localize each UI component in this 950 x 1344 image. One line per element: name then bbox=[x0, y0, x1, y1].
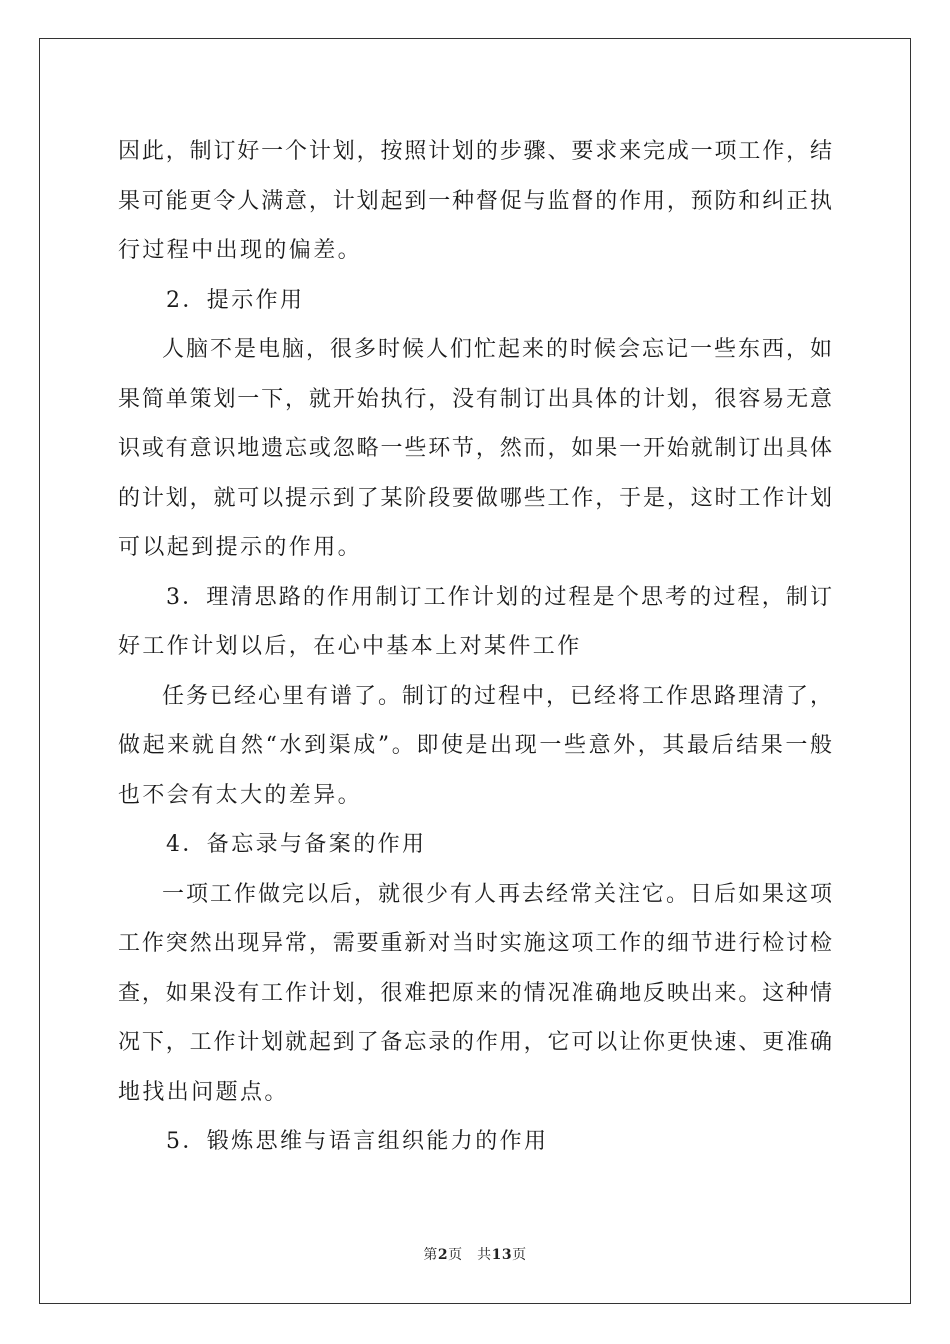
section-heading: 3．理清思路的作用制订工作计划的过程是个思考的过程，制订 bbox=[166, 584, 832, 610]
text-line: 地找出问题点。 bbox=[118, 1079, 289, 1105]
section-heading: 2．提示作用 bbox=[166, 287, 305, 313]
page-suffix: 页 bbox=[512, 1247, 527, 1263]
text-line: 也不会有太大的差异。 bbox=[118, 782, 363, 808]
text-line: 查，如果没有工作计划，很难把原来的情况准确地反映出来。这种情 bbox=[118, 980, 832, 1006]
current-page-number: 2 bbox=[437, 1247, 449, 1263]
text-line: 果可能更令人满意，计划起到一种督促与监督的作用，预防和纠正执 bbox=[118, 188, 832, 214]
section-heading: 4．备忘录与备案的作用 bbox=[166, 832, 427, 857]
section-heading: 5．锻炼思维与语言组织能力的作用 bbox=[166, 1129, 549, 1154]
text-line: 一项工作做完以后，就很少有人再去经常关注它。日后如果这项 bbox=[162, 881, 832, 907]
page-middle-text: 页 共 bbox=[448, 1247, 492, 1263]
document-body bbox=[118, 127, 832, 1167]
text-line: 人脑不是电脑，很多时候人们忙起来的时候会忘记一些东西，如 bbox=[162, 337, 832, 362]
text-line: 识或有意识地遗忘或忽略一些环节，然而，如果一开始就制订出具体 bbox=[118, 436, 832, 461]
page-prefix: 第 bbox=[423, 1247, 438, 1263]
text-line: 任务已经心里有谱了。制订的过程中，已经将工作思路理清了， bbox=[162, 683, 832, 709]
text-line: 可以起到提示的作用。 bbox=[118, 535, 363, 560]
text-line: 好工作计划以后，在心中基本上对某件工作 bbox=[118, 634, 582, 659]
text-line: 行过程中出现的偏差。 bbox=[118, 238, 363, 263]
page-footer bbox=[0, 1244, 950, 1264]
text-line: 因此，制订好一个计划，按照计划的步骤、要求来完成一项工作，结 bbox=[118, 139, 832, 164]
text-line: 的计划，就可以提示到了某阶段要做哪些工作，于是，这时工作计划 bbox=[118, 485, 832, 511]
text-line: 工作突然出现异常，需要重新对当时实施这项工作的细节进行检讨检 bbox=[118, 931, 832, 956]
text-line: 况下，工作计划就起到了备忘录的作用，它可以让你更快速、更准确 bbox=[118, 1030, 832, 1055]
text-line: 做起来就自然“水到渠成”。即使是出现一些意外，其最后结果一般 bbox=[118, 733, 832, 758]
text-line: 果简单策划一下，就开始执行，没有制订出具体的计划，很容易无意 bbox=[118, 386, 832, 412]
total-page-number: 13 bbox=[491, 1247, 513, 1263]
